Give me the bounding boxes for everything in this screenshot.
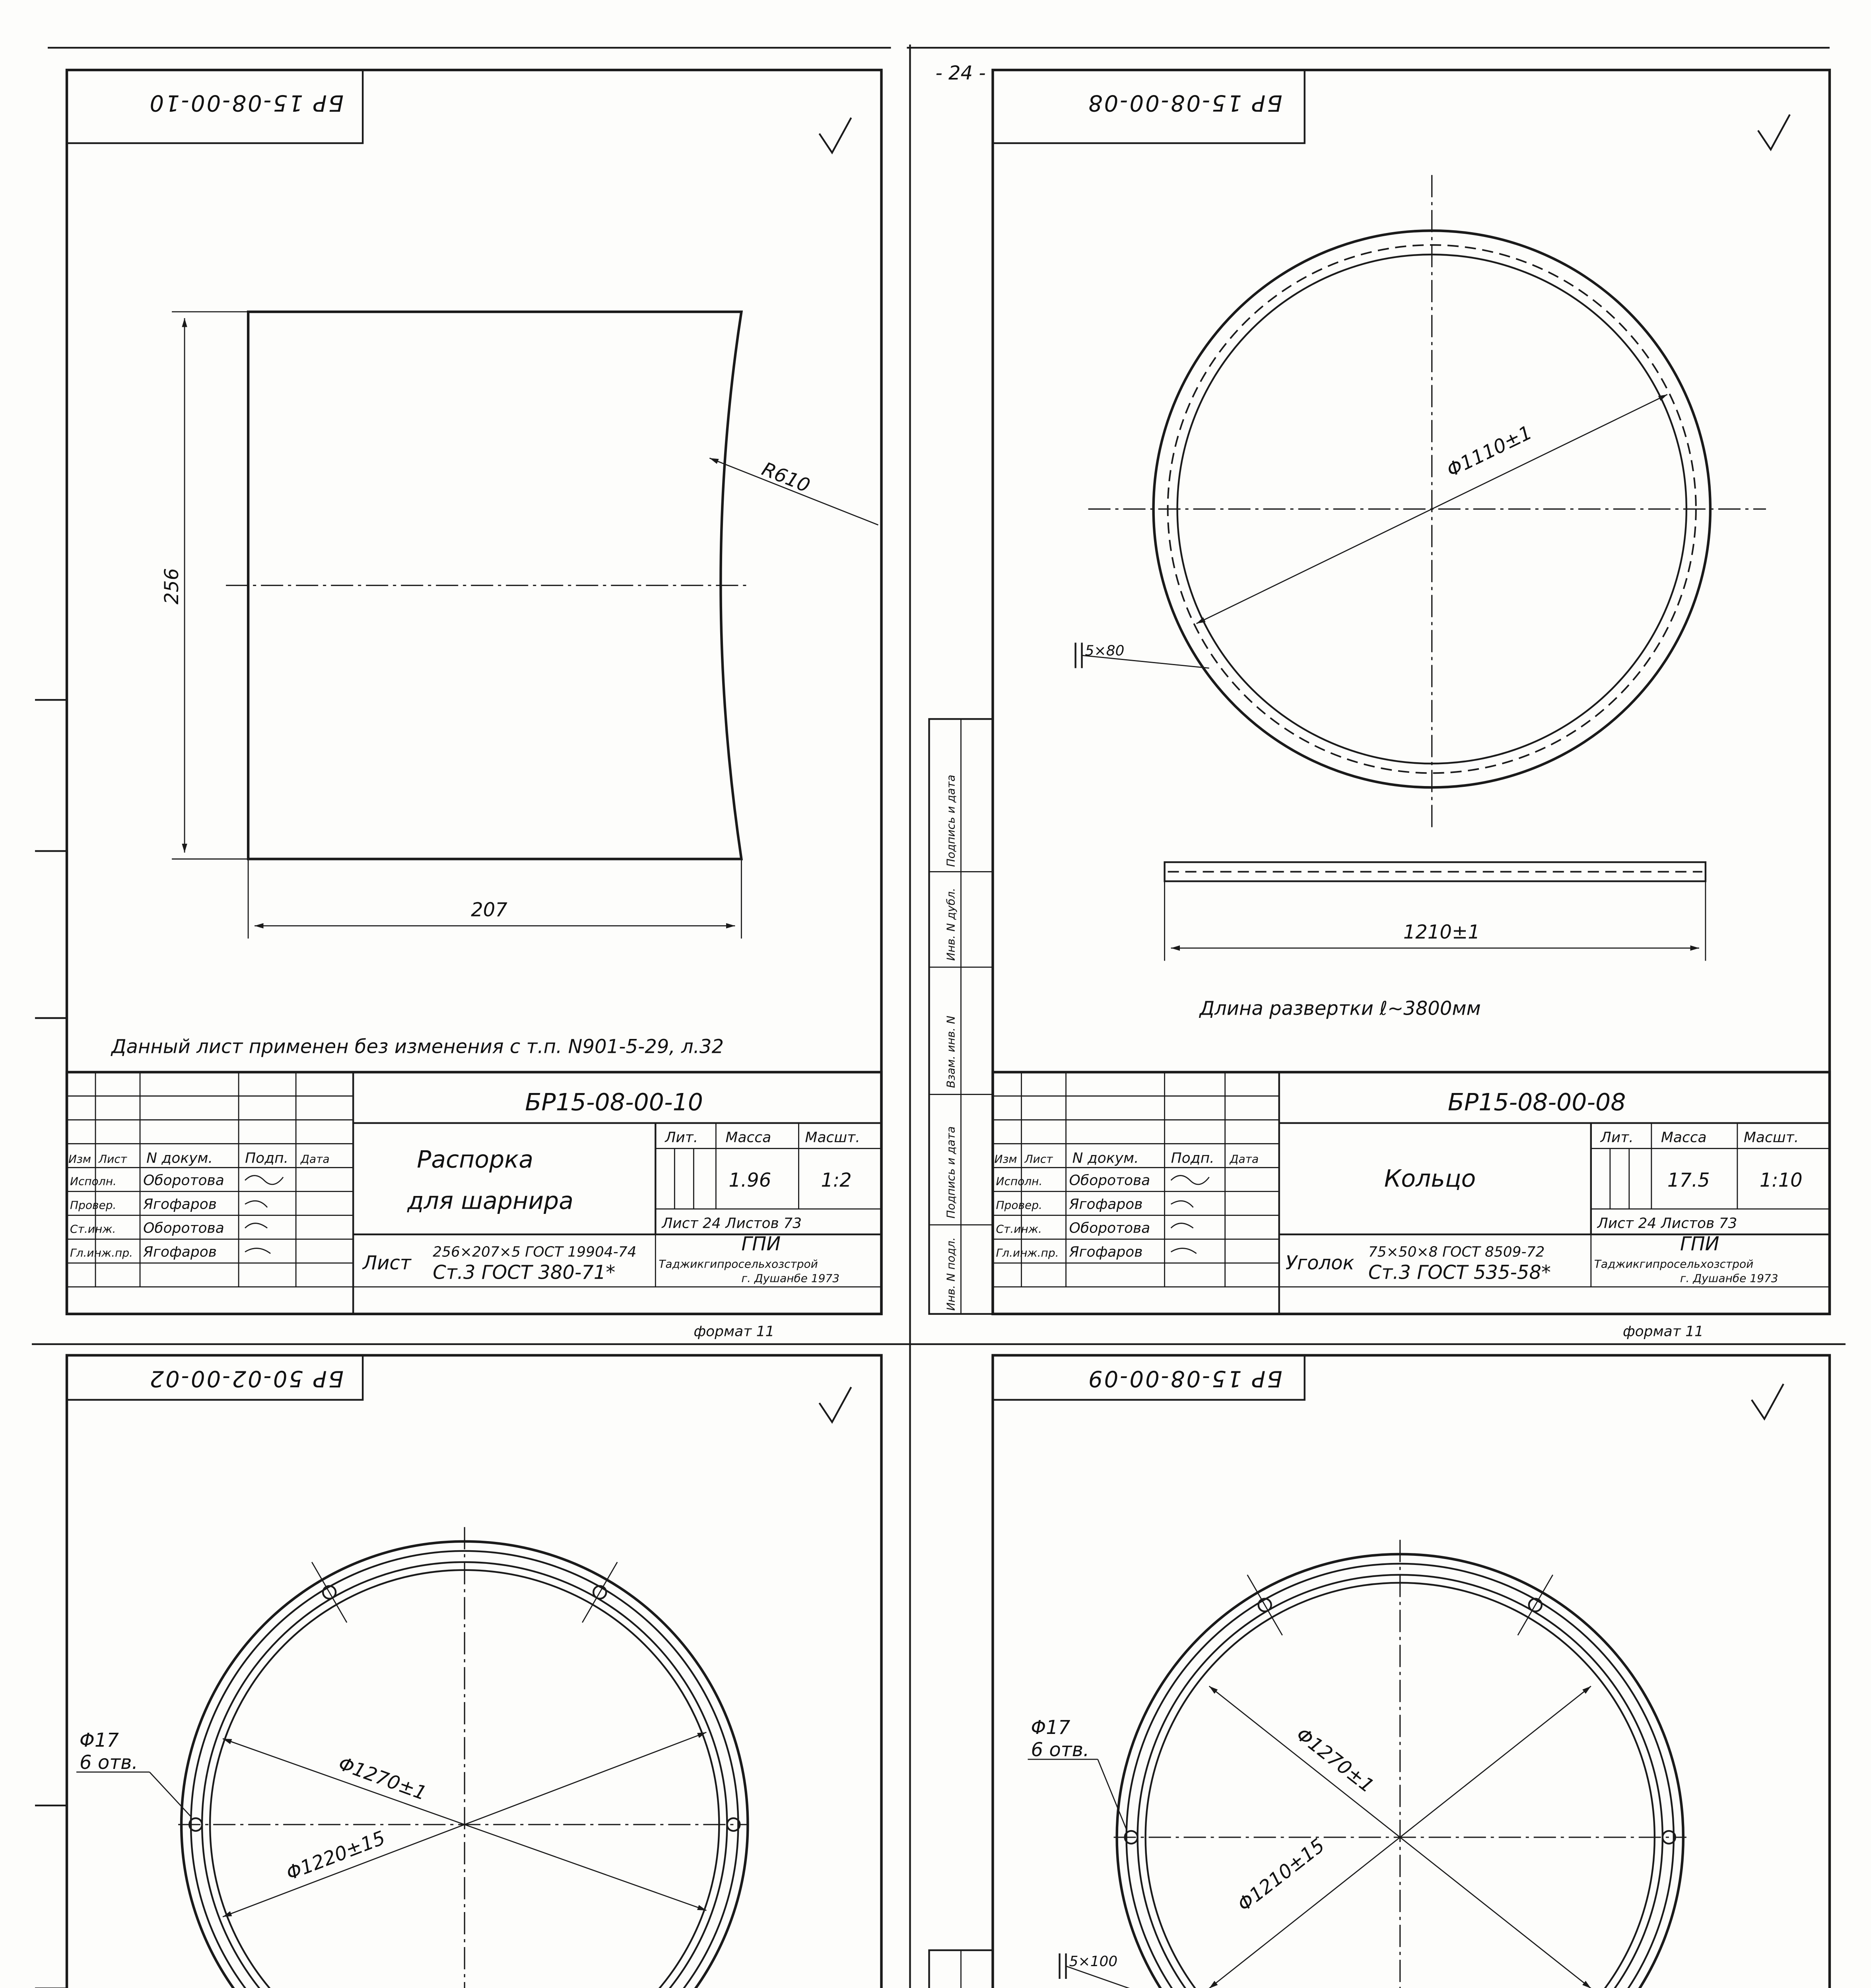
panel-spacer-designation: БР15-08-00-10	[525, 1088, 703, 1116]
panel-ring-material-1: 75×50×8 ГОСТ 8509-72	[1368, 1244, 1545, 1260]
panel-ring-length-label: 1210±1	[1403, 921, 1480, 944]
panel-ring-binding-strip	[929, 719, 993, 1314]
panel-spacer-stamp: БР 15-08-00-10	[148, 90, 344, 116]
panel-spacer-note: Данный лист применен без изменения с т.п. N901-5-29, л.32	[111, 1035, 724, 1058]
panel-ring-role-4: Гл.инж.пр.	[996, 1246, 1059, 1260]
panel-ring-title-1: Кольцо	[1384, 1165, 1476, 1193]
panel-ring-strip-1: Подпись и дата	[944, 775, 958, 867]
panel-spacer-roughness-mark	[819, 118, 851, 153]
panel-spacer-radius-label: R610	[758, 458, 813, 497]
panel-flange-roughness-mark	[819, 1387, 851, 1422]
panel-spacer-material-1: 256×207×5 ГОСТ 19904-74	[433, 1244, 637, 1260]
panel-support-flange-hole-dia: Φ17	[1031, 1716, 1071, 1739]
panel-ring-designation: БР15-08-00-08	[1447, 1088, 1626, 1116]
panel-ring-org: ГПИ	[1680, 1233, 1719, 1255]
panel-ring	[929, 70, 1829, 1340]
panel-spacer-material-label: Лист	[363, 1252, 411, 1274]
panel-spacer-person-2: Ягофаров	[143, 1196, 217, 1213]
panel-spacer-title-2: для шарнира	[407, 1187, 574, 1215]
panel-spacer-role-4: Гл.инж.пр.	[70, 1246, 133, 1260]
panel-spacer-rev-list: Лист	[99, 1152, 127, 1166]
panel-support-flange-outer-label: Φ1270±1	[1292, 1723, 1378, 1798]
panel-spacer-title-1: Распорка	[417, 1145, 534, 1174]
panel-spacer-header-mass: Масса	[725, 1129, 771, 1146]
panel-spacer-role-1: Исполн.	[70, 1175, 117, 1188]
panel-flange-hole-dia: Φ17	[80, 1729, 119, 1751]
panel-spacer-header-scale: Масшт.	[805, 1129, 860, 1146]
panel-ring-header-scale: Масшт.	[1743, 1129, 1799, 1146]
panel-ring-rev-list: Лист	[1024, 1152, 1053, 1166]
panel-ring-role-3: Ст.инж.	[996, 1222, 1042, 1236]
panel-ring-person-2: Ягофаров	[1069, 1196, 1143, 1213]
panel-spacer	[67, 70, 881, 1340]
panel-spacer-org: ГПИ	[741, 1233, 781, 1255]
panel-flange-inner-label: Φ1220±15	[283, 1827, 389, 1885]
panel-ring-org-sub: Таджикгипросельхозстрой	[1594, 1257, 1754, 1271]
panel-ring-person-1: Оборотова	[1069, 1172, 1150, 1189]
panel-spacer-mass: 1.96	[729, 1169, 771, 1192]
panel-ring-note: Длина развертки ℓ~3800мм	[1199, 997, 1481, 1020]
panel-ring-signatures	[1171, 1176, 1209, 1254]
panel-spacer-person-1: Оборотова	[143, 1172, 224, 1189]
panel-ring-person-3: Оборотова	[1069, 1220, 1150, 1237]
panel-ring-rev-doc: N докум.	[1072, 1150, 1139, 1167]
panel-ring-role-2: Провер.	[996, 1198, 1042, 1212]
panel-spacer-rev-izm: Изм	[68, 1152, 91, 1166]
panel-ring-format: формат 11	[1622, 1323, 1704, 1340]
panel-spacer-width-label: 207	[471, 899, 507, 921]
panel-support-flange-section-label: 5×100	[1069, 1953, 1118, 1970]
panel-spacer-signatures	[245, 1176, 283, 1254]
panel-ring-person-4: Ягофаров	[1069, 1244, 1143, 1260]
panel-flange	[67, 1355, 881, 1988]
panel-ring-strip-4: Подпись и дата	[944, 1126, 958, 1219]
panel-ring-material-label: Уголок	[1285, 1252, 1354, 1274]
panel-support-flange	[929, 1355, 1829, 1988]
panel-spacer-header-lit: Лит.	[665, 1129, 698, 1146]
panel-spacer-rev-sign: Подп.	[245, 1150, 289, 1167]
panel-ring-section-label: 5×80	[1085, 643, 1125, 659]
page-number: - 24 -	[935, 62, 986, 85]
panel-spacer-height-label: 256	[161, 568, 183, 605]
panel-support-flange-roughness-mark	[1752, 1384, 1784, 1419]
panel-ring-header-lit: Лит.	[1600, 1129, 1634, 1146]
panel-ring-strip-3: Взам. инв. N	[944, 1015, 958, 1088]
panel-flange-outer-label: Φ1270±1	[336, 1752, 430, 1805]
panel-support-flange-binding-strip	[929, 1950, 993, 1988]
panel-spacer-rev-date: Дата	[301, 1152, 330, 1166]
panel-spacer-frame	[67, 70, 881, 1314]
panel-spacer-sheet-info: Лист 24 Листов 73	[662, 1215, 802, 1232]
panel-ring-role-1: Исполн.	[996, 1175, 1043, 1188]
panel-spacer-role-3: Ст.инж.	[70, 1222, 116, 1236]
panel-spacer-rev-doc: N докум.	[146, 1150, 213, 1167]
panel-spacer-format: формат 11	[694, 1323, 775, 1340]
panel-ring-strip-5: Инв. N подл.	[944, 1237, 958, 1311]
panel-ring-mass: 17.5	[1667, 1169, 1710, 1192]
panel-spacer-org-sub: Таджикгипросельхозстрой	[659, 1257, 818, 1271]
panel-ring-roughness-mark	[1758, 115, 1790, 149]
panel-ring-rev-izm: Изм	[994, 1152, 1017, 1166]
panel-support-flange-hole-count: 6 отв.	[1031, 1738, 1090, 1761]
panel-ring-org-city: г. Душанбе 1973	[1680, 1272, 1778, 1285]
panel-support-flange-hole-leader	[1098, 1759, 1127, 1829]
panel-ring-diameter-label: Φ1110±1	[1443, 421, 1536, 482]
panel-ring-rev-date: Дата	[1230, 1152, 1259, 1166]
panel-spacer-role-2: Провер.	[70, 1198, 117, 1212]
panel-spacer-person-4: Ягофаров	[143, 1244, 217, 1260]
panel-support-flange-frame	[993, 1355, 1829, 1988]
panel-flange-hole-count: 6 отв.	[80, 1751, 138, 1774]
panel-support-flange-inner-label: Φ1210±15	[1233, 1834, 1329, 1916]
panel-ring-header-mass: Масса	[1661, 1129, 1707, 1146]
panel-ring-frame	[993, 70, 1829, 1314]
panel-ring-sheet-info: Лист 24 Листов 73	[1597, 1215, 1737, 1232]
panel-ring-scale: 1:10	[1759, 1169, 1803, 1192]
panel-ring-material-2: Ст.3 ГОСТ 535-58*	[1368, 1261, 1551, 1284]
panel-ring-strip-2: Инв. N дубл.	[944, 888, 958, 961]
panel-spacer-person-3: Оборотова	[143, 1220, 224, 1237]
panel-spacer-org-city: г. Душанбе 1973	[741, 1272, 840, 1285]
panel-flange-stamp: БР 50-02-00-02	[148, 1365, 344, 1392]
panel-spacer-material-2: Ст.3 ГОСТ 380-71*	[433, 1261, 616, 1284]
panel-ring-rev-sign: Подп.	[1171, 1150, 1214, 1167]
panel-spacer-scale: 1:2	[821, 1169, 852, 1192]
panel-support-flange-stamp: БР 15-08-00-09	[1086, 1365, 1282, 1392]
panel-ring-stamp: БР 15-08-00-08	[1086, 90, 1282, 116]
